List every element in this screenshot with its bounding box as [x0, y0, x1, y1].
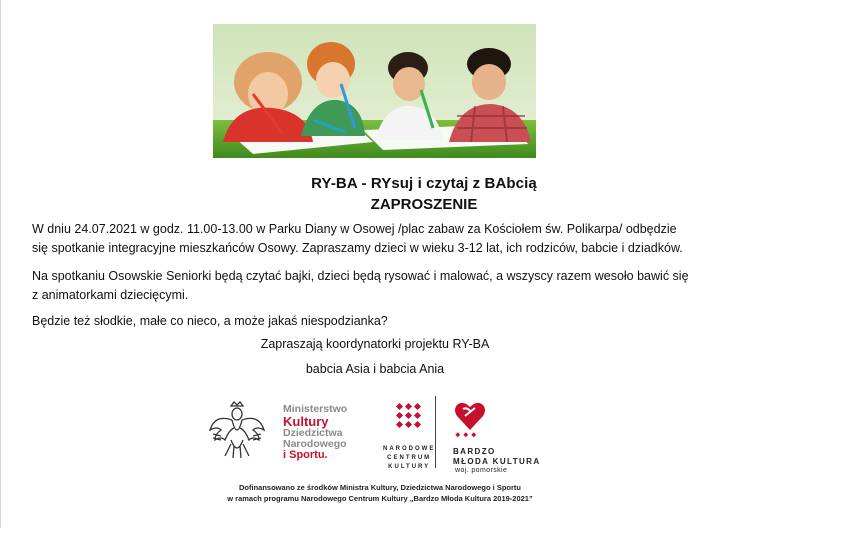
page-edge [0, 0, 1, 528]
funding-line-1: Dofinansowano ze środków Ministra Kultury, Dziedzictwa Narodowego i Sportu [239, 483, 521, 492]
paragraph-2-line-2: z animatorkami dziecięcymi. [32, 288, 189, 302]
funding-note [195, 482, 565, 504]
sponsor-logos [195, 378, 565, 520]
nck-line-2: CENTRUM [387, 455, 432, 461]
signature-line-1: Zapraszają koordynatorki projektu RY-BA [260, 337, 490, 351]
nck-diamonds-icon [395, 402, 423, 432]
paragraph-1-line-2: się spotkanie integracyjne mieszkańców Osowy. Zapraszamy dzieci w wieku 3-12 lat, ich rodziców, babcie i dziadków. [32, 241, 683, 255]
ministry-logo-text [283, 404, 347, 461]
funding-line-2: w ramach programu Narodowego Centrum Kultury „Bardzo Młoda Kultura 2019-2021” [227, 494, 533, 503]
ministry-line-5: i Sportu. [283, 449, 328, 461]
ministry-line-1: Ministerstwo [283, 403, 348, 415]
ministry-line-4: Narodowego [283, 438, 347, 450]
nck-logo [383, 402, 435, 472]
polish-eagle-icon [207, 400, 267, 462]
bmk-line-1: BARDZO [453, 447, 496, 456]
paragraph-3: Będzie też słodkie, małe co nieco, a może jakaś niespodzianka? [32, 314, 388, 328]
event-title: RY-BA - RYsuj i czytaj z BAbcią [311, 175, 537, 192]
paragraph-2-line-1: Na spotkaniu Osowskie Seniorki będą czytać bajki, dzieci będą rysować i malować, a wszyscy razem wesoło bawić się [32, 269, 689, 283]
children-drawing-illustration [213, 24, 536, 158]
bmk-line-3: woj. pomorskie [455, 467, 508, 474]
paragraph-1-line-1: W dniu 24.07.2021 w godz. 11.00-13.00 w Parku Diany w Osowej /plac zabaw za Kościołem św. Polikarpa/ odbędzie [32, 222, 677, 236]
signature-line-2: babcia Asia i babcia Ania [305, 362, 445, 376]
nck-line-3: KULTURY [388, 464, 431, 470]
ministry-line-3: Dziedzictwa [283, 427, 343, 439]
heart-logo-icon [453, 400, 487, 438]
bmk-line-2: MŁODA KULTURA [453, 457, 541, 466]
invitation-heading: ZAPROSZENIE [370, 196, 478, 213]
logo-divider [435, 396, 436, 468]
ministry-line-2: Kultury [283, 414, 329, 429]
hero-photo [213, 24, 536, 158]
nck-line-1: NARODOWE [383, 446, 436, 452]
bmk-logo [453, 400, 541, 474]
